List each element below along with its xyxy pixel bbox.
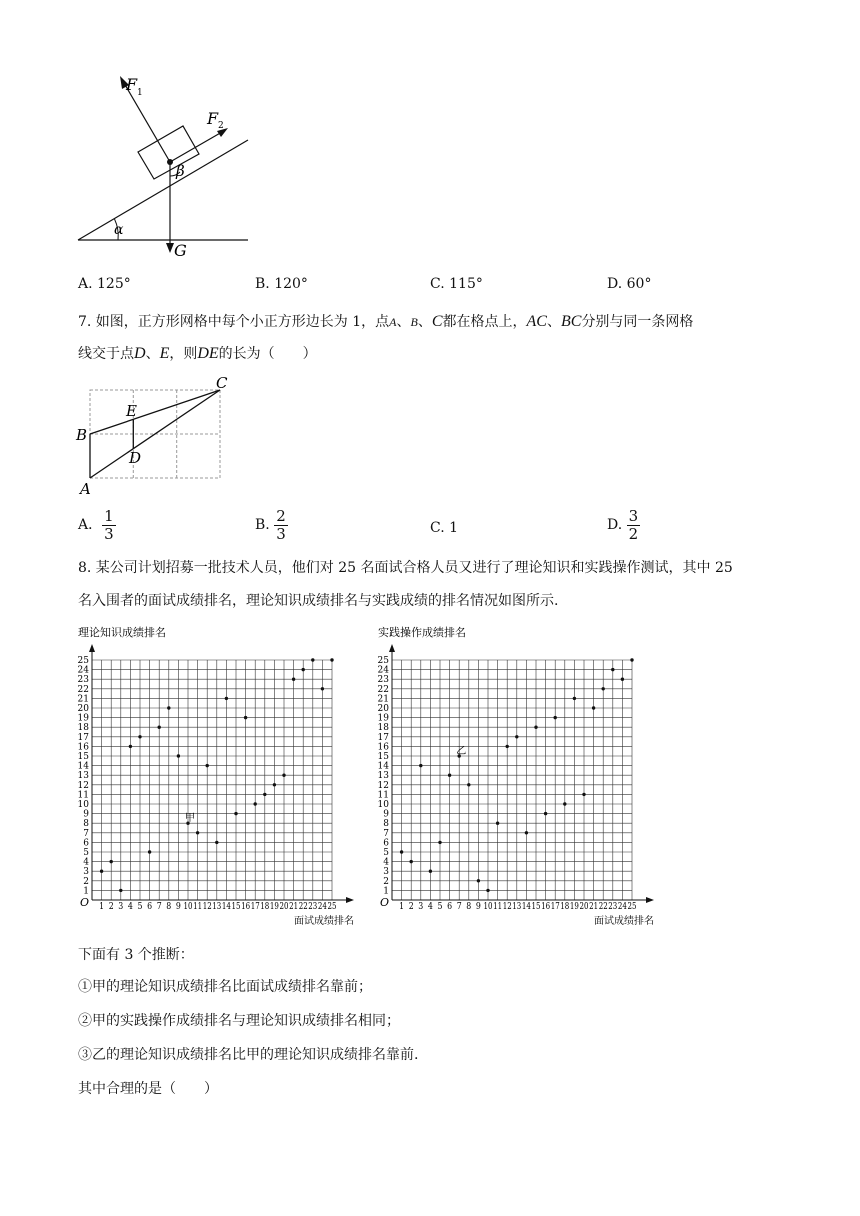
x-axis-arrow	[646, 897, 654, 903]
x-tick-label: 1	[99, 902, 105, 912]
x-tick-label: 6	[147, 902, 153, 912]
data-point	[225, 697, 228, 700]
data-point	[244, 716, 247, 719]
x-tick-label: 4	[127, 902, 134, 912]
y-tick-label: 5	[83, 848, 89, 858]
y-tick-label: 11	[377, 790, 389, 801]
y-tick-label: 7	[383, 828, 389, 839]
data-point	[486, 889, 489, 892]
data-point	[582, 793, 585, 796]
data-point	[506, 745, 509, 748]
x-tick-label: 17	[550, 902, 560, 912]
origin-label: O	[80, 896, 90, 909]
x-tick-label: 5	[437, 902, 443, 912]
data-point	[119, 889, 122, 892]
x-tick-label: 9	[175, 902, 182, 912]
data-point	[515, 735, 518, 738]
y-tick-label: 2	[83, 876, 89, 887]
data-point	[534, 726, 537, 729]
data-point	[621, 678, 624, 681]
y-tick-label: 21	[77, 694, 89, 705]
data-point	[302, 668, 305, 671]
data-point	[292, 678, 295, 681]
x-tick-label: 15	[231, 902, 241, 912]
y-tick-label: 25	[77, 656, 89, 666]
data-point	[206, 764, 209, 767]
chart-title: 理论知识成绩排名	[78, 626, 166, 639]
x-tick-label: 16	[241, 902, 251, 912]
x-tick-label: 8	[166, 902, 172, 912]
grid-triangle-diagram	[74, 372, 234, 502]
x-tick-label: 18	[560, 902, 570, 912]
chart-title: 实践操作成绩排名	[378, 626, 466, 639]
x-tick-label: 14	[521, 902, 532, 912]
y-tick-label: 1	[383, 886, 389, 897]
y-tick-label: 16	[377, 742, 389, 753]
point-b-label: B	[76, 426, 88, 444]
data-point	[400, 850, 403, 853]
x-tick-label: 5	[137, 902, 143, 912]
x-tick-label: 10	[483, 902, 493, 912]
statements-intro: 下面有 3 个推断：	[78, 947, 194, 963]
y-tick-label: 16	[77, 742, 89, 753]
y-tick-label: 3	[383, 867, 389, 878]
y-tick-label: 18	[377, 723, 389, 734]
point-a-label: A	[80, 480, 91, 498]
statement-3: ③乙的理论知识成绩排名比甲的理论知识成绩排名靠前.	[78, 1047, 419, 1063]
y-tick-label: 14	[77, 761, 89, 772]
data-point	[321, 687, 324, 690]
x-tick-label: 24	[617, 902, 628, 912]
data-point	[234, 812, 237, 815]
data-point	[611, 668, 614, 671]
alpha-label: α	[114, 222, 124, 238]
q7-line-2: 线交于点D、E，则DE的长为（ ）	[78, 345, 317, 362]
x-tick-label: 22	[598, 902, 608, 912]
y-tick-label: 13	[377, 771, 389, 782]
y-tick-label: 15	[77, 752, 89, 762]
y-tick-label: 20	[377, 704, 389, 714]
y-tick-label: 19	[377, 713, 389, 724]
y-tick-label: 10	[377, 800, 389, 810]
q6-option-c[interactable]: C. 115°	[430, 276, 483, 292]
data-point	[554, 716, 557, 719]
f1-sub: 1	[137, 88, 143, 98]
q7-option-a[interactable]: A． $\frac{1}{3}$	[78, 507, 114, 543]
x-axis-label: 面试成绩排名	[594, 916, 654, 927]
data-point	[592, 706, 595, 709]
data-point	[148, 850, 151, 853]
y-tick-label: 15	[377, 752, 389, 762]
y-tick-label: 8	[83, 819, 89, 830]
y-tick-label: 23	[377, 675, 389, 686]
data-point	[525, 831, 528, 834]
y-tick-label: 13	[77, 771, 89, 782]
x-tick-label: 1	[399, 902, 405, 912]
data-point	[100, 870, 103, 873]
data-point	[630, 658, 633, 661]
x-tick-label: 15	[531, 902, 541, 912]
y-tick-label: 20	[77, 704, 89, 714]
data-point	[196, 831, 199, 834]
y-tick-label: 25	[377, 656, 389, 666]
data-point	[177, 754, 180, 757]
q8-line-1: 8. 某公司计划招募一批技术人员，他们对 25 名面试合格人员又进行了理论知识和实践操作测试，其中 25	[78, 560, 733, 576]
y-tick-label: 4	[383, 857, 389, 868]
y-tick-label: 10	[77, 800, 89, 810]
x-tick-label: 7	[456, 902, 462, 912]
force-diagram	[70, 62, 270, 262]
q6-option-a[interactable]: A. 125°	[78, 276, 131, 292]
data-point	[330, 658, 333, 661]
y-tick-label: 21	[377, 694, 389, 705]
y-tick-label: 8	[383, 819, 389, 830]
q7-option-d[interactable]: D. $\frac{3}{2}$	[607, 507, 639, 543]
y-tick-label: 4	[83, 857, 89, 868]
x-tick-label: 16	[541, 902, 551, 912]
x-tick-label: 4	[427, 902, 434, 912]
x-tick-label: 11	[493, 902, 503, 912]
data-point	[282, 774, 285, 777]
theory-rank-chart	[70, 620, 360, 930]
q8-question: 其中合理的是（ ）	[78, 1081, 218, 1097]
y-tick-label: 7	[83, 828, 89, 839]
x-axis-label: 面试成绩排名	[294, 916, 354, 927]
point-d-label: D	[129, 449, 142, 467]
y-tick-label: 11	[77, 790, 89, 801]
x-tick-label: 12	[202, 902, 212, 912]
x-tick-label: 3	[418, 902, 424, 912]
x-tick-label: 21	[589, 902, 599, 912]
x-tick-label: 20	[279, 902, 289, 912]
g-label: G	[174, 241, 187, 260]
x-tick-label: 10	[183, 902, 193, 912]
data-point	[263, 793, 266, 796]
data-point	[129, 745, 132, 748]
y-tick-label: 12	[377, 780, 389, 791]
x-tick-label: 25	[327, 902, 337, 912]
point-annotation: 乙	[456, 746, 467, 757]
y-tick-label: 24	[377, 665, 389, 676]
y-tick-label: 6	[83, 838, 89, 849]
y-tick-label: 1	[83, 886, 89, 897]
x-tick-label: 13	[212, 902, 222, 912]
q7-option-c[interactable]: C. 1	[430, 520, 459, 536]
x-tick-label: 19	[569, 902, 580, 912]
y-tick-label: 22	[77, 684, 89, 695]
x-tick-label: 18	[260, 902, 270, 912]
data-point	[158, 726, 161, 729]
data-point	[448, 774, 451, 777]
y-tick-label: 22	[377, 684, 389, 695]
f2-label: F	[207, 109, 219, 128]
y-tick-label: 9	[83, 809, 89, 820]
data-point	[438, 841, 441, 844]
point-e-label: E	[126, 402, 137, 420]
f1-label: F	[126, 75, 138, 94]
practice-rank-chart	[370, 620, 670, 930]
x-tick-label: 13	[512, 902, 522, 912]
data-point	[496, 822, 499, 825]
data-point	[167, 706, 170, 709]
x-tick-label: 2	[408, 902, 414, 912]
y-tick-label: 9	[383, 809, 389, 820]
data-point	[419, 764, 422, 767]
beta-label: β	[176, 162, 185, 180]
y-tick-label: 19	[77, 713, 89, 724]
q7-line-1: 7. 如图，正方形网格中每个小正方形边长为 1，点A、B、C都在格点上，AC、BC分别与同一条网格	[78, 313, 694, 330]
data-point	[573, 697, 576, 700]
point-annotation: 甲	[185, 813, 195, 825]
x-axis-arrow	[346, 897, 354, 903]
y-tick-label: 17	[77, 732, 89, 743]
x-tick-label: 3	[118, 902, 124, 912]
data-point	[110, 860, 113, 863]
x-tick-label: 19	[269, 902, 280, 912]
data-point	[563, 802, 566, 805]
x-tick-label: 7	[156, 902, 162, 912]
y-axis-arrow	[389, 644, 395, 652]
y-tick-label: 3	[83, 867, 89, 878]
y-tick-label: 17	[377, 732, 389, 743]
x-tick-label: 20	[579, 902, 589, 912]
point-c-label: C	[216, 374, 228, 392]
y-tick-label: 14	[377, 761, 389, 772]
data-point	[429, 870, 432, 873]
data-point	[477, 879, 480, 882]
x-tick-label: 24	[317, 902, 328, 912]
y-tick-label: 24	[77, 665, 89, 676]
y-tick-label: 6	[383, 838, 389, 849]
y-tick-label: 12	[77, 780, 89, 791]
data-point	[467, 783, 470, 786]
data-point	[138, 735, 141, 738]
f2-sub: 2	[218, 121, 224, 131]
data-point	[215, 841, 218, 844]
q8-line-2: 名入围者的面试成绩排名，理论知识成绩排名与实践成绩的排名情况如图所示.	[78, 593, 559, 609]
x-tick-label: 6	[447, 902, 453, 912]
x-tick-label: 21	[289, 902, 299, 912]
q6-option-b[interactable]: B. 120°	[255, 276, 308, 292]
x-tick-label: 12	[502, 902, 512, 912]
y-tick-label: 23	[77, 675, 89, 686]
y-tick-label: 2	[383, 876, 389, 887]
x-tick-label: 9	[475, 902, 482, 912]
x-tick-label: 14	[221, 902, 232, 912]
data-point	[544, 812, 547, 815]
x-tick-label: 11	[193, 902, 203, 912]
data-point	[602, 687, 605, 690]
q6-option-d[interactable]: D. 60°	[607, 276, 652, 292]
data-point	[410, 860, 413, 863]
q7-option-b[interactable]: B. $\frac{2}{3}$	[255, 507, 286, 543]
statement-2: ②甲的实践操作成绩排名与理论知识成绩排名相同；	[78, 1013, 400, 1029]
x-tick-label: 2	[108, 902, 114, 912]
data-point	[254, 802, 257, 805]
x-tick-label: 22	[298, 902, 308, 912]
x-tick-label: 23	[608, 902, 618, 912]
x-tick-label: 23	[308, 902, 318, 912]
x-tick-label: 8	[466, 902, 472, 912]
x-tick-label: 17	[250, 902, 260, 912]
y-tick-label: 18	[77, 723, 89, 734]
y-axis-arrow	[89, 644, 95, 652]
data-point	[311, 658, 314, 661]
y-tick-label: 5	[383, 848, 389, 858]
origin-label: O	[380, 896, 390, 909]
x-tick-label: 25	[627, 902, 637, 912]
statement-1: ①甲的理论知识成绩排名比面试成绩排名靠前；	[78, 979, 372, 995]
data-point	[273, 783, 276, 786]
